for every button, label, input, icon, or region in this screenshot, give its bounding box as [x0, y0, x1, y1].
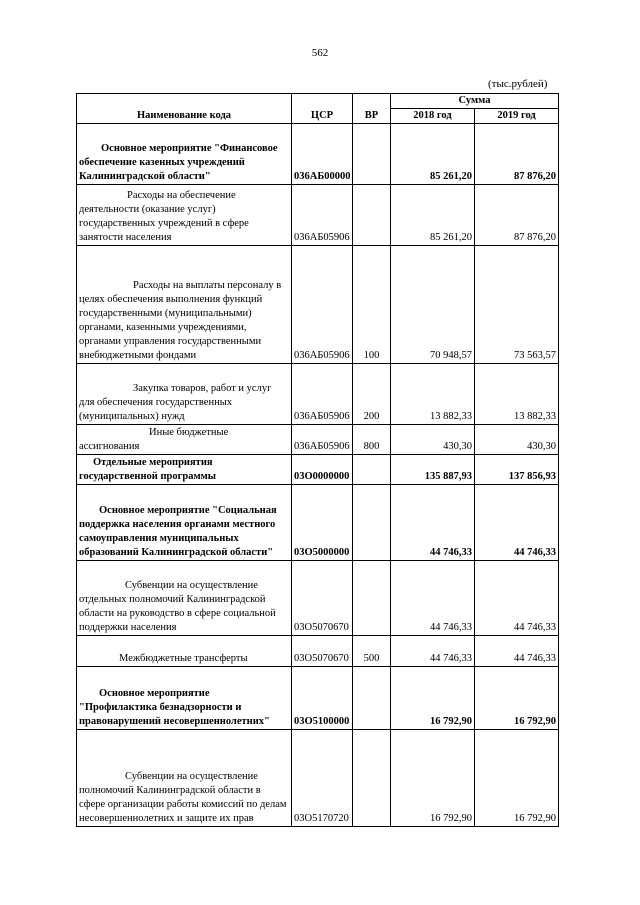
table-row: [77, 246, 559, 364]
row-vr: [353, 124, 391, 185]
row-csr: 036АБ05906: [292, 364, 353, 425]
row-2019: 13 882,33: [475, 364, 559, 425]
row-2018: 430,30: [391, 425, 475, 455]
row-csr: 03О0000000: [292, 455, 353, 485]
table-row: [77, 425, 559, 455]
row-2019: 44 746,33: [475, 636, 559, 667]
row-2018: 16 792,90: [391, 667, 475, 730]
row-vr: [353, 455, 391, 485]
row-2018: 16 792,90: [391, 730, 475, 827]
row-vr: [353, 185, 391, 246]
table-row: [77, 485, 559, 561]
row-name: Субвенции на осуществление полномочий Калининградской области в сфере организации работы комиссий по делам несовершеннолетних и защите их прав: [77, 730, 292, 827]
row-2018: 85 261,20: [391, 124, 475, 185]
row-vr: [353, 730, 391, 827]
row-vr: [353, 485, 391, 561]
page-number: 562: [311, 47, 329, 59]
row-csr: 03О5000000: [292, 485, 353, 561]
table-row: [77, 185, 559, 246]
row-2018: 13 882,33: [391, 364, 475, 425]
table-row: [77, 636, 559, 667]
row-2019: 16 792,90: [475, 730, 559, 827]
row-name: Субвенции на осуществление отдельных полномочий Калининградской области на руководство в сфере социальной поддержки населения: [77, 561, 292, 636]
row-csr: 036АБ05906: [292, 425, 353, 455]
row-2019: 87 876,20: [475, 185, 559, 246]
table-row: [77, 455, 559, 485]
row-2019: 44 746,33: [475, 561, 559, 636]
row-vr: [353, 561, 391, 636]
header-year-2019: 2019 год: [475, 109, 559, 124]
table-row: [77, 561, 559, 636]
row-2019: 137 856,93: [475, 455, 559, 485]
row-csr: 036АБ05906: [292, 246, 353, 364]
table-row: [77, 667, 559, 730]
row-vr: 500: [353, 636, 391, 667]
row-2019: 44 746,33: [475, 485, 559, 561]
row-name: Основное мероприятие "Социальная поддержка населения органами местного самоуправления муниципальных образований Калининградской области": [77, 485, 292, 561]
row-csr: 03О5170720: [292, 730, 353, 827]
row-2018: 44 746,33: [391, 561, 475, 636]
row-name: Основное мероприятие "Профилактика безнадзорности и правонарушений несовершеннолетних": [77, 667, 292, 730]
header-year-2018: 2018 год: [391, 109, 475, 124]
row-name: Основное мероприятие "Финансовое обеспечение казенных учреждений Калининградской области": [77, 124, 292, 185]
row-2018: 85 261,20: [391, 185, 475, 246]
row-csr: 036АБ00000: [292, 124, 353, 185]
row-vr: 800: [353, 425, 391, 455]
row-name: Иные бюджетные ассигнования: [77, 425, 292, 455]
row-name: Расходы на выплаты персоналу в целях обеспечения выполнения функций государственными (муниципальными) органами, казенными учреждениями, органами управления государственными внебюджетными фондами: [77, 246, 292, 364]
row-2018: 135 887,93: [391, 455, 475, 485]
row-vr: 200: [353, 364, 391, 425]
header-sum: Сумма: [391, 94, 559, 109]
row-csr: 036АБ05906: [292, 185, 353, 246]
row-vr: 100: [353, 246, 391, 364]
row-2019: 430,30: [475, 425, 559, 455]
row-csr: 03О5100000: [292, 667, 353, 730]
unit-note: (тыс.рублей): [488, 78, 548, 90]
row-name: Отдельные мероприятия государственной программы: [77, 455, 292, 485]
header-vr: ВР: [353, 94, 391, 124]
header-csr: ЦСР: [292, 94, 353, 124]
row-csr: 03О5070670: [292, 636, 353, 667]
row-name: Закупка товаров, работ и услуг для обеспечения государственных (муниципальных) нужд: [77, 364, 292, 425]
header-name: Наименование кода: [77, 94, 292, 124]
row-vr: [353, 667, 391, 730]
row-2019: 87 876,20: [475, 124, 559, 185]
row-name: Межбюджетные трансферты: [77, 636, 292, 667]
row-name: Расходы на обеспечение деятельности (оказание услуг) государственных учреждений в сфере занятости населения: [77, 185, 292, 246]
table-row: [77, 730, 559, 827]
row-2018: 44 746,33: [391, 485, 475, 561]
row-2018: 70 948,57: [391, 246, 475, 364]
row-2019: 73 563,57: [475, 246, 559, 364]
table-row: [77, 364, 559, 425]
table-row: [77, 124, 559, 185]
budget-table: [76, 93, 559, 827]
row-csr: 03О5070670: [292, 561, 353, 636]
row-2018: 44 746,33: [391, 636, 475, 667]
row-2019: 16 792,90: [475, 667, 559, 730]
